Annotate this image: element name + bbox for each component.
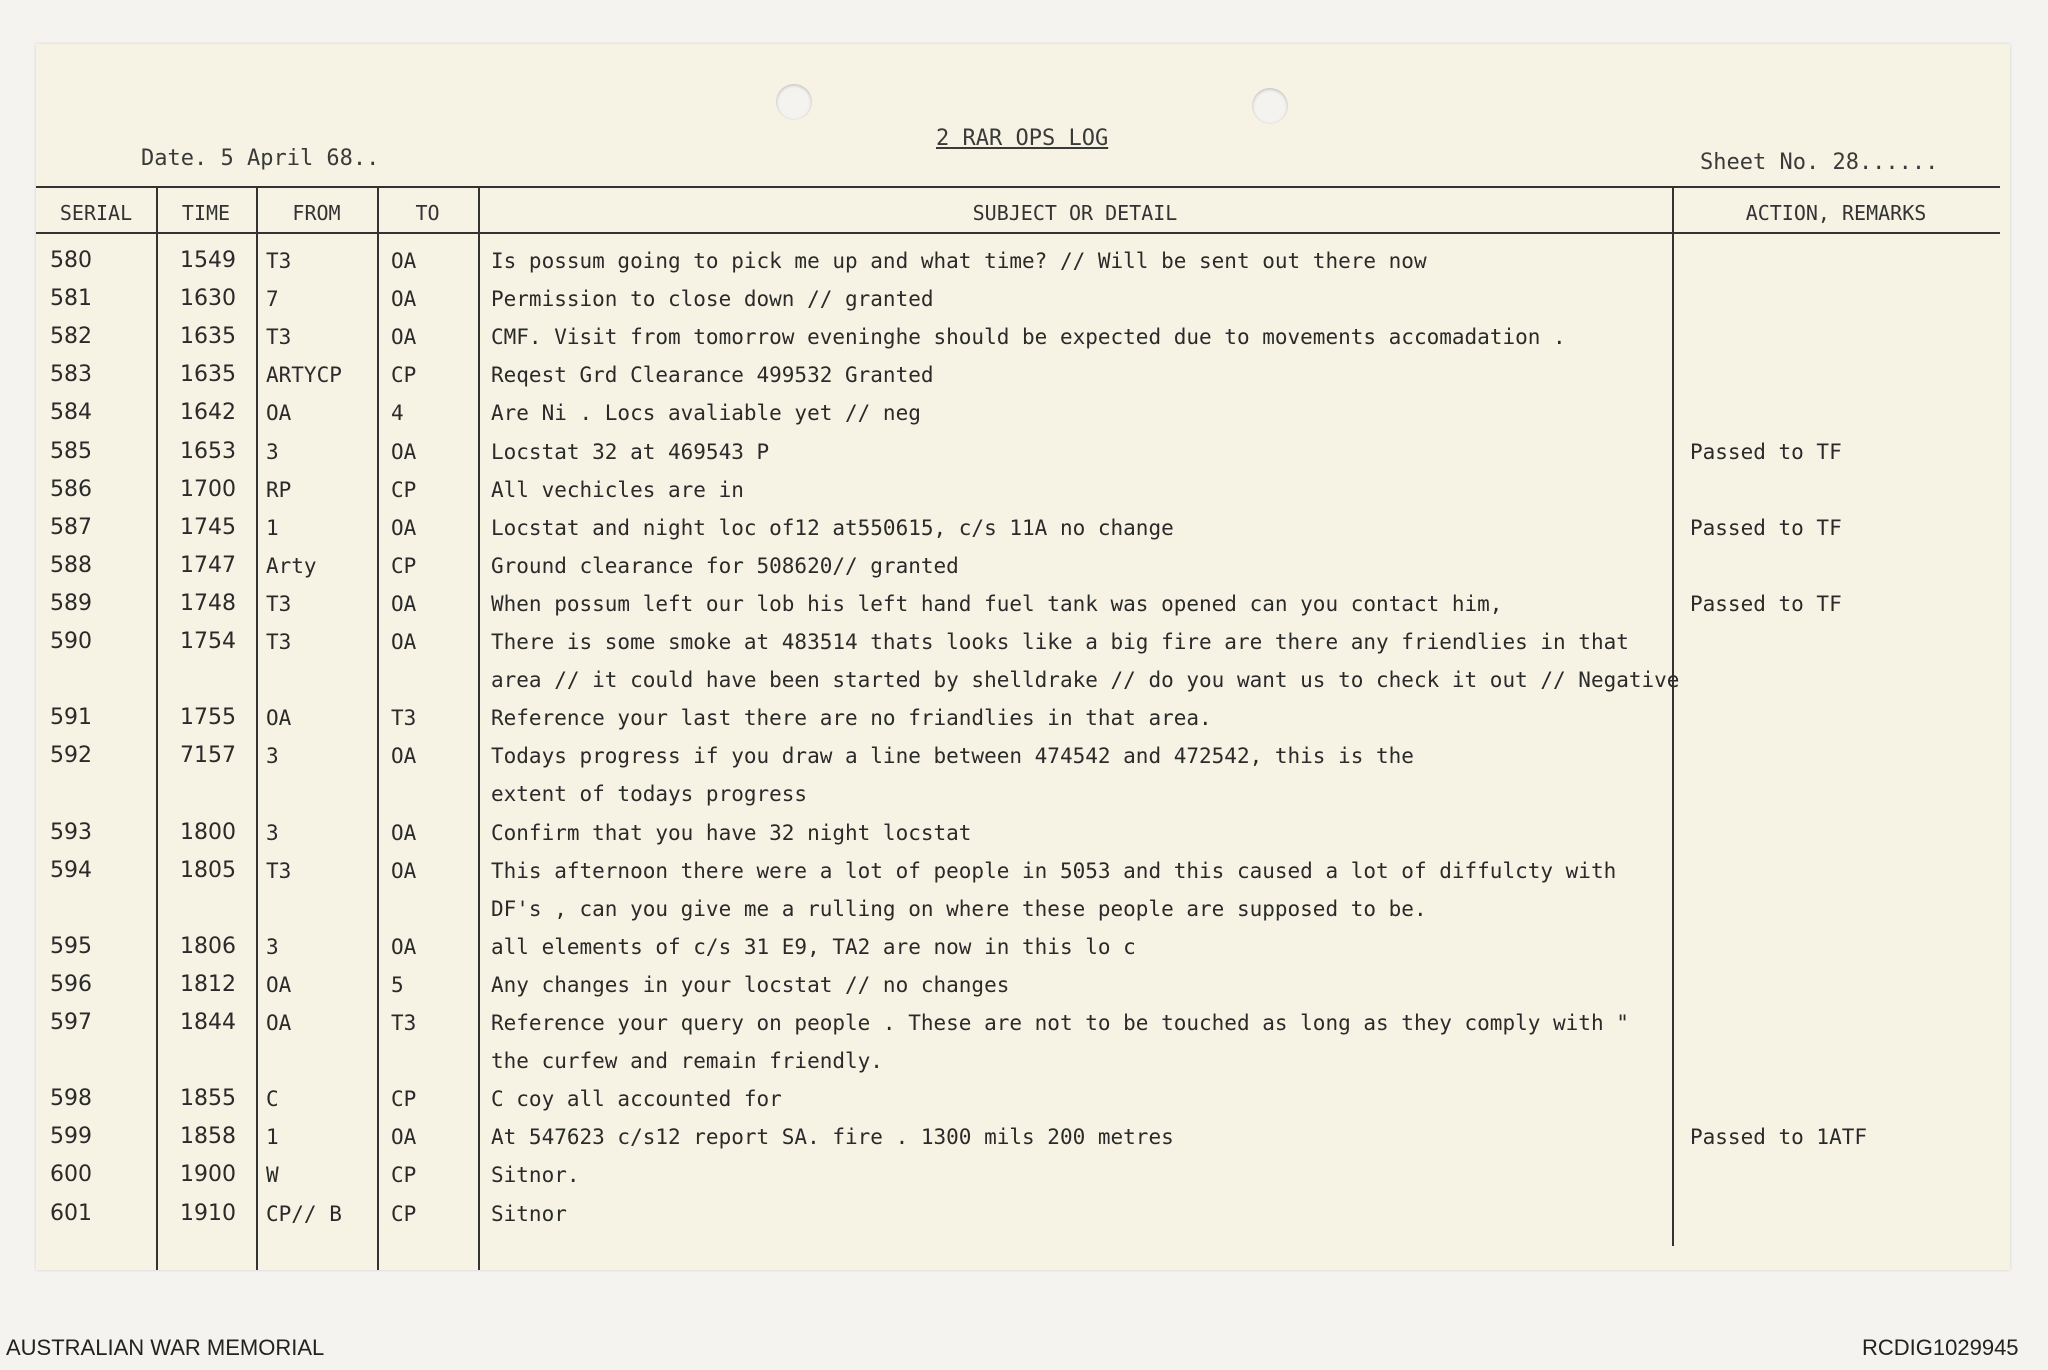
cell-from: 3 — [266, 820, 279, 845]
cell-from: W — [266, 1163, 279, 1188]
footer-credit: AUSTRALIAN WAR MEMORIAL — [6, 1335, 325, 1360]
cell-detail: Sitnor. — [491, 1163, 580, 1188]
cell-detail: Permission to close down // granted — [491, 287, 934, 312]
cell-time: 1549 — [180, 248, 236, 273]
column-header-detail: SUBJECT OR DETAIL — [972, 201, 1178, 225]
table-row — [36, 970, 2000, 1008]
cell-remarks: Passed to TF — [1690, 591, 1842, 616]
cell-from: 3 — [266, 439, 279, 464]
cell-serial: 590 — [50, 629, 92, 654]
sheet-number: Sheet No. 28...... — [1700, 150, 1939, 175]
cell-time: 1855 — [180, 1086, 236, 1112]
cell-from: CP// B — [266, 1201, 342, 1226]
cell-from: T3 — [266, 858, 292, 883]
table-row — [36, 589, 2000, 627]
cell-detail: Locstat 32 at 469543 P — [491, 439, 770, 464]
cell-to: OA — [391, 858, 417, 883]
cell-detail: C coy all accounted for — [491, 1087, 782, 1112]
cell-detail: area // it could have been started by shelldrake // do you want us to check it out // Negative — [491, 668, 1680, 693]
cell-serial: 597 — [50, 1010, 92, 1035]
cell-to: CP — [391, 1201, 417, 1226]
punch-hole-right — [1252, 88, 1288, 124]
cell-serial: 583 — [50, 362, 92, 388]
cell-time: 1805 — [180, 857, 236, 883]
column-header-remarks: ACTION, REMARKS — [1745, 201, 1927, 225]
table-row — [36, 818, 2000, 856]
cell-to: 4 — [391, 401, 404, 426]
cell-from: T3 — [266, 630, 292, 654]
cell-detail: Todays progress if you draw a line between 474542 and 472542, this is the — [491, 744, 1414, 769]
cell-serial: 601 — [50, 1200, 92, 1226]
cell-time: 1642 — [180, 400, 236, 426]
cell-from: OA — [266, 972, 292, 997]
cell-remarks: Passed to TF — [1690, 439, 1842, 464]
cell-to: CP — [391, 1087, 417, 1112]
cell-serial: 598 — [50, 1086, 92, 1112]
cell-serial: 585 — [50, 438, 92, 464]
cell-serial: 584 — [50, 400, 92, 426]
table-row — [36, 665, 2000, 703]
cell-to: OA — [391, 820, 417, 845]
column-header-to: TO — [415, 201, 440, 225]
cell-time: 1755 — [180, 705, 236, 731]
cell-from: Arty — [266, 553, 317, 578]
cell-to: OA — [391, 249, 417, 273]
cell-from: T3 — [266, 325, 292, 350]
cell-detail: Confirm that you have 32 night locstat — [491, 820, 972, 845]
cell-serial: 582 — [50, 324, 92, 350]
header-top-rule — [36, 186, 2000, 188]
cell-time: 1910 — [180, 1200, 236, 1226]
cell-time: 1900 — [180, 1162, 236, 1188]
column-header-serial: SERIAL — [59, 201, 133, 225]
cell-from: 1 — [266, 515, 279, 540]
table-row — [36, 703, 2000, 741]
cell-from: RP — [266, 477, 292, 502]
table-row — [36, 398, 2000, 436]
cell-detail: Reqest Grd Clearance 499532 Granted — [491, 363, 934, 388]
cell-serial: 592 — [50, 743, 92, 769]
cell-time: 1747 — [180, 552, 236, 578]
cell-serial: 587 — [50, 514, 92, 540]
table-row — [36, 246, 2000, 284]
cell-time: 7157 — [180, 743, 236, 769]
cell-to: 5 — [391, 972, 404, 997]
cell-to: OA — [391, 515, 417, 540]
cell-time: 1800 — [180, 819, 236, 845]
table-row — [36, 894, 2000, 932]
cell-from: 7 — [266, 287, 279, 312]
cell-detail: Any changes in your locstat // no changes — [491, 972, 1010, 997]
cell-time: 1748 — [180, 590, 236, 616]
cell-from: ARTYCP — [266, 363, 342, 388]
punch-hole-left — [776, 84, 812, 120]
cell-detail: All vechicles are in — [491, 477, 744, 502]
cell-serial: 600 — [50, 1162, 92, 1188]
cell-remarks: Passed to TF — [1690, 515, 1842, 540]
cell-serial: 588 — [50, 552, 92, 578]
cell-from: 3 — [266, 744, 279, 769]
cell-time: 1635 — [180, 362, 236, 388]
log-title: 2 RAR OPS LOG — [936, 126, 1109, 151]
table-row — [36, 437, 2000, 475]
table-row — [36, 741, 2000, 779]
cell-serial: 591 — [50, 705, 92, 731]
table-row — [36, 932, 2000, 970]
cell-to: OA — [391, 934, 417, 959]
cell-detail: the curfew and remain friendly. — [491, 1049, 883, 1074]
cell-serial: 596 — [50, 971, 92, 997]
table-row — [36, 513, 2000, 551]
cell-time: 1844 — [180, 1010, 236, 1035]
cell-to: OA — [391, 325, 417, 350]
cell-detail: Locstat and night loc of12 at550615, c/s 11A no change — [491, 515, 1174, 540]
table-row — [36, 1008, 2000, 1046]
cell-detail: CMF. Visit from tomorrow eveninghe should be expected due to movements accomadation . — [491, 325, 1566, 350]
cell-detail: Reference your last there are no friandlies in that area. — [491, 706, 1212, 731]
cell-to: OA — [391, 1125, 417, 1150]
cell-to: CP — [391, 553, 417, 578]
table-row — [36, 1199, 2000, 1237]
cell-detail: When possum left our lob his left hand fuel tank was opened can you contact him, — [491, 591, 1503, 616]
cell-from: C — [266, 1087, 279, 1112]
cell-from: 1 — [266, 1125, 279, 1150]
cell-detail: DF's , can you give me a rulling on where these people are supposed to be. — [491, 896, 1427, 921]
cell-to: T3 — [391, 706, 417, 731]
cell-serial: 595 — [50, 933, 92, 959]
table-row — [36, 551, 2000, 589]
cell-time: 1812 — [180, 971, 236, 997]
cell-detail: Sitnor — [491, 1201, 567, 1226]
cell-to: OA — [391, 287, 417, 312]
cell-detail: Are Ni . Locs avaliable yet // neg — [491, 401, 921, 426]
table-row — [36, 360, 2000, 398]
cell-time: 1635 — [180, 324, 236, 350]
cell-from: 3 — [266, 934, 279, 959]
log-date: Date. 5 April 68.. — [141, 146, 380, 171]
cell-from: OA — [266, 1011, 292, 1035]
cell-serial: 593 — [50, 819, 92, 845]
column-header-time: TIME — [181, 201, 231, 225]
cell-from: OA — [266, 706, 292, 731]
table-row — [36, 627, 2000, 665]
cell-detail: Reference your query on people . These are not to be touched as long as they comply with " — [491, 1011, 1629, 1035]
table-row — [36, 856, 2000, 894]
cell-to: CP — [391, 1163, 417, 1188]
cell-time: 1630 — [180, 286, 236, 312]
cell-serial: 589 — [50, 590, 92, 616]
cell-from: T3 — [266, 249, 292, 273]
table-row — [36, 1122, 2000, 1160]
log-sheet — [36, 44, 2010, 1270]
cell-from: OA — [266, 401, 292, 426]
table-row — [36, 284, 2000, 322]
cell-detail: There is some smoke at 483514 thats looks like a big fire are there any friendlies in that — [491, 630, 1629, 654]
column-header-from: FROM — [292, 201, 341, 225]
cell-to: OA — [391, 439, 417, 464]
cell-to: T3 — [391, 1011, 417, 1035]
cell-serial: 580 — [50, 248, 92, 273]
cell-detail: Ground clearance for 508620// granted — [491, 553, 959, 578]
cell-detail: At 547623 c/s12 report SA. fire . 1300 mils 200 metres — [491, 1125, 1174, 1150]
cell-time: 1806 — [180, 933, 236, 959]
cell-to: CP — [391, 477, 417, 502]
table-row — [36, 475, 2000, 513]
cell-detail: extent of todays progress — [491, 782, 808, 807]
cell-serial: 594 — [50, 857, 92, 883]
cell-detail: all elements of c/s 31 E9, TA2 are now in this lo c — [491, 934, 1136, 959]
cell-time: 1700 — [180, 476, 236, 502]
cell-remarks: Passed to 1ATF — [1690, 1125, 1868, 1150]
cell-serial: 599 — [50, 1124, 92, 1150]
cell-time: 1653 — [180, 438, 236, 464]
table-row — [36, 1160, 2000, 1198]
table-row — [36, 322, 2000, 360]
cell-to: OA — [391, 630, 417, 654]
header-bottom-rule — [36, 232, 2000, 234]
cell-detail: This afternoon there were a lot of people in 5053 and this caused a lot of diffulcty with — [491, 858, 1617, 883]
cell-from: T3 — [266, 591, 292, 616]
table-row — [36, 779, 2000, 817]
cell-to: OA — [391, 744, 417, 769]
cell-time: 1745 — [180, 514, 236, 540]
footer-id: RCDIG1029945 — [1862, 1335, 2019, 1360]
cell-detail: Is possum going to pick me up and what time? // Will be sent out there now — [491, 249, 1427, 273]
cell-time: 1858 — [180, 1124, 236, 1150]
table-row — [36, 1046, 2000, 1084]
cell-serial: 586 — [50, 476, 92, 502]
cell-to: CP — [391, 363, 417, 388]
cell-to: OA — [391, 591, 417, 616]
cell-time: 1754 — [180, 629, 236, 654]
table-row — [36, 1084, 2000, 1122]
cell-serial: 581 — [50, 286, 92, 312]
